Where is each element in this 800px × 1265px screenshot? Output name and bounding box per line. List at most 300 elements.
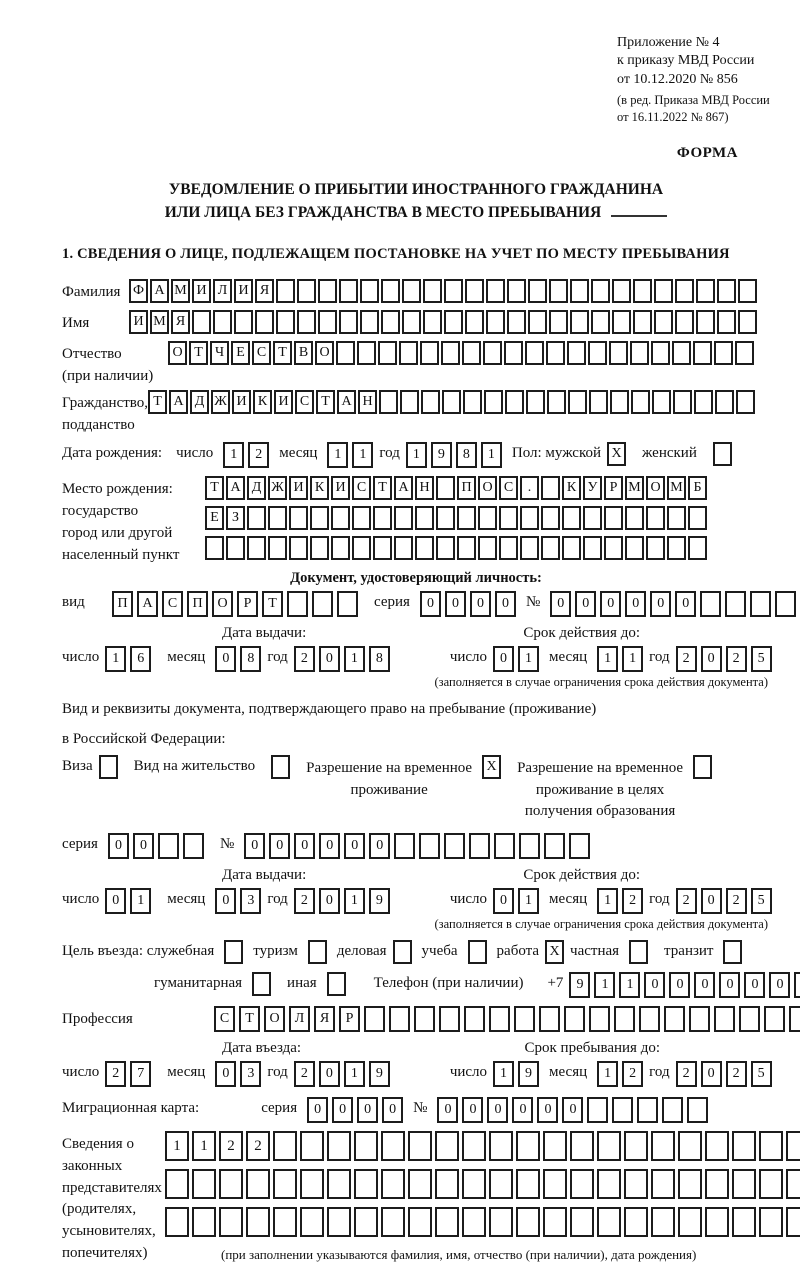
char-cell[interactable] [696,279,715,303]
char-cell[interactable] [423,310,442,334]
char-cell[interactable] [439,1006,460,1032]
char-cell[interactable] [339,279,358,303]
char-cell[interactable]: О [315,341,334,365]
char-cell[interactable]: 0 [470,591,491,617]
char-cell[interactable] [525,341,544,365]
char-cell[interactable]: 1 [518,646,539,672]
char-cell[interactable]: Д [190,390,209,414]
id-valid-month-cells[interactable] [597,646,643,672]
char-cell[interactable]: Я [314,1006,335,1032]
char-cell[interactable]: 0 [644,972,665,998]
char-cell[interactable] [738,279,757,303]
doc-series-cells[interactable] [420,591,516,617]
id-valid-year-cells[interactable] [676,646,772,672]
char-cell[interactable]: П [112,591,133,617]
char-cell[interactable]: Ж [268,476,287,500]
citizenship-cells[interactable] [148,390,755,414]
char-cell[interactable] [360,310,379,334]
char-cell[interactable]: 0 [244,833,265,859]
char-cell[interactable] [464,1006,485,1032]
char-cell[interactable]: 6 [130,646,151,672]
char-cell[interactable]: 2 [294,888,315,914]
char-cell[interactable]: Е [205,506,224,530]
char-cell[interactable] [373,536,392,560]
char-cell[interactable]: О [478,476,497,500]
char-cell[interactable]: П [457,476,476,500]
char-cell[interactable]: 1 [406,442,427,468]
char-cell[interactable]: Н [415,476,434,500]
char-cell[interactable]: 2 [219,1131,243,1161]
char-cell[interactable] [205,536,224,560]
doc-type-cells[interactable] [112,591,358,617]
char-cell[interactable] [764,1006,785,1032]
char-cell[interactable] [226,536,245,560]
char-cell[interactable] [468,940,487,964]
char-cell[interactable] [394,536,413,560]
char-cell[interactable] [327,1207,351,1237]
char-cell[interactable] [436,536,455,560]
char-cell[interactable] [612,310,631,334]
char-cell[interactable]: 0 [719,972,740,998]
char-cell[interactable] [516,1207,540,1237]
char-cell[interactable] [629,940,648,964]
char-cell[interactable] [609,341,628,365]
res-issue-day-cells[interactable] [105,888,151,914]
char-cell[interactable] [308,940,327,964]
char-cell[interactable]: 0 [701,888,722,914]
purpose-work-checkbox[interactable] [545,940,564,964]
char-cell[interactable] [421,390,440,414]
char-cell[interactable] [287,591,308,617]
char-cell[interactable] [271,755,290,779]
char-cell[interactable] [775,591,796,617]
char-cell[interactable] [399,341,418,365]
res-valid-month-cells[interactable] [597,888,643,914]
char-cell[interactable]: 0 [650,591,671,617]
char-cell[interactable]: Я [255,279,274,303]
char-cell[interactable] [700,591,721,617]
char-cell[interactable] [625,536,644,560]
char-cell[interactable] [794,972,800,998]
char-cell[interactable]: 0 [108,833,129,859]
char-cell[interactable] [688,536,707,560]
char-cell[interactable]: Я [171,310,190,334]
char-cell[interactable] [268,536,287,560]
surname-cells[interactable] [129,279,757,303]
char-cell[interactable] [318,310,337,334]
char-cell[interactable] [662,1097,683,1123]
char-cell[interactable] [462,1207,486,1237]
char-cell[interactable]: 2 [676,646,697,672]
birth-place-cells-row3[interactable] [205,536,707,560]
char-cell[interactable]: 0 [105,888,126,914]
char-cell[interactable] [675,310,694,334]
res-issue-year-cells[interactable] [294,888,390,914]
char-cell[interactable]: 1 [344,646,365,672]
char-cell[interactable] [469,833,490,859]
char-cell[interactable]: Л [289,1006,310,1032]
char-cell[interactable] [570,1131,594,1161]
char-cell[interactable] [435,1207,459,1237]
char-cell[interactable] [489,1006,510,1032]
char-cell[interactable]: 0 [357,1097,378,1123]
char-cell[interactable] [360,279,379,303]
char-cell[interactable] [224,940,243,964]
id-issue-year-cells[interactable] [294,646,390,672]
char-cell[interactable]: С [214,1006,235,1032]
char-cell[interactable]: 3 [240,888,261,914]
char-cell[interactable] [562,506,581,530]
char-cell[interactable] [564,1006,585,1032]
char-cell[interactable] [462,1169,486,1199]
char-cell[interactable]: 0 [575,591,596,617]
char-cell[interactable] [289,536,308,560]
char-cell[interactable]: 2 [294,646,315,672]
char-cell[interactable]: 9 [369,888,390,914]
char-cell[interactable]: Ч [210,341,229,365]
temp-residence-checkbox[interactable] [482,755,501,779]
char-cell[interactable] [567,341,586,365]
char-cell[interactable] [499,536,518,560]
char-cell[interactable] [486,279,505,303]
char-cell[interactable] [789,1006,800,1032]
char-cell[interactable]: 2 [726,888,747,914]
char-cell[interactable]: 5 [751,888,772,914]
char-cell[interactable]: X [482,755,501,779]
id-issue-month-cells[interactable] [215,646,261,672]
char-cell[interactable]: К [253,390,272,414]
char-cell[interactable] [646,536,665,560]
char-cell[interactable] [705,1207,729,1237]
char-cell[interactable] [519,833,540,859]
char-cell[interactable]: 0 [600,591,621,617]
res-number-cells[interactable] [244,833,590,859]
char-cell[interactable] [631,390,650,414]
char-cell[interactable]: 0 [701,1061,722,1087]
birth-place-cells-row2[interactable] [205,506,707,530]
res-series-cells[interactable] [108,833,204,859]
char-cell[interactable]: Е [231,341,250,365]
profession-cells[interactable] [214,1006,800,1032]
char-cell[interactable]: 2 [622,888,643,914]
char-cell[interactable]: 1 [327,442,348,468]
char-cell[interactable]: 1 [192,1131,216,1161]
char-cell[interactable] [183,833,204,859]
char-cell[interactable] [597,1131,621,1161]
char-cell[interactable] [457,506,476,530]
birth-day-cells[interactable] [223,442,269,468]
purpose-humanitarian-checkbox[interactable] [252,972,271,996]
char-cell[interactable] [672,341,691,365]
char-cell[interactable]: И [331,476,350,500]
char-cell[interactable]: Ф [129,279,148,303]
char-cell[interactable] [652,390,671,414]
char-cell[interactable] [688,506,707,530]
char-cell[interactable]: Р [339,1006,360,1032]
mig-series-cells[interactable] [307,1097,403,1123]
char-cell[interactable] [732,1207,756,1237]
char-cell[interactable] [465,279,484,303]
char-cell[interactable] [247,506,266,530]
char-cell[interactable] [158,833,179,859]
char-cell[interactable]: Т [373,476,392,500]
char-cell[interactable] [435,1169,459,1199]
char-cell[interactable]: С [295,390,314,414]
char-cell[interactable] [570,279,589,303]
purpose-tourism-checkbox[interactable] [308,940,327,964]
char-cell[interactable] [252,972,271,996]
char-cell[interactable]: Т [273,341,292,365]
char-cell[interactable] [484,390,503,414]
char-cell[interactable] [478,506,497,530]
char-cell[interactable] [528,310,547,334]
char-cell[interactable]: 5 [751,646,772,672]
char-cell[interactable]: 0 [675,591,696,617]
char-cell[interactable]: А [150,279,169,303]
char-cell[interactable]: 0 [769,972,790,998]
char-cell[interactable] [625,506,644,530]
char-cell[interactable]: У [583,476,602,500]
char-cell[interactable]: 2 [105,1061,126,1087]
char-cell[interactable] [486,310,505,334]
legal-reps-cells-row1[interactable] [165,1131,800,1161]
doc-number-cells[interactable] [550,591,800,617]
char-cell[interactable] [408,1169,432,1199]
char-cell[interactable] [541,476,560,500]
phone-cells[interactable] [569,972,800,998]
char-cell[interactable]: М [625,476,644,500]
char-cell[interactable] [654,279,673,303]
char-cell[interactable]: З [226,506,245,530]
char-cell[interactable]: 8 [369,646,390,672]
char-cell[interactable] [381,310,400,334]
char-cell[interactable] [693,755,712,779]
char-cell[interactable]: Р [604,476,623,500]
char-cell[interactable] [246,1169,270,1199]
temp-residence-edu-checkbox[interactable] [693,755,712,779]
char-cell[interactable]: 0 [319,1061,340,1087]
char-cell[interactable] [268,506,287,530]
char-cell[interactable] [570,1169,594,1199]
char-cell[interactable] [678,1131,702,1161]
char-cell[interactable] [192,1169,216,1199]
res-issue-month-cells[interactable] [215,888,261,914]
char-cell[interactable]: А [169,390,188,414]
char-cell[interactable] [759,1207,783,1237]
char-cell[interactable] [318,279,337,303]
char-cell[interactable]: Ж [211,390,230,414]
char-cell[interactable]: 0 [215,646,236,672]
char-cell[interactable] [736,390,755,414]
char-cell[interactable] [504,341,523,365]
char-cell[interactable] [300,1207,324,1237]
char-cell[interactable]: 1 [165,1131,189,1161]
char-cell[interactable]: 0 [669,972,690,998]
char-cell[interactable] [436,476,455,500]
char-cell[interactable] [357,341,376,365]
char-cell[interactable]: И [274,390,293,414]
char-cell[interactable]: Т [189,341,208,365]
char-cell[interactable]: И [289,476,308,500]
char-cell[interactable] [402,310,421,334]
char-cell[interactable] [651,1131,675,1161]
char-cell[interactable] [544,833,565,859]
char-cell[interactable] [457,536,476,560]
purpose-business-checkbox[interactable] [393,940,412,964]
sex-male-checkbox[interactable] [607,442,626,466]
char-cell[interactable] [364,1006,385,1032]
char-cell[interactable] [499,506,518,530]
char-cell[interactable] [717,279,736,303]
purpose-other-checkbox[interactable] [327,972,346,996]
char-cell[interactable]: 2 [676,1061,697,1087]
char-cell[interactable] [336,341,355,365]
id-issue-day-cells[interactable] [105,646,151,672]
char-cell[interactable]: 0 [269,833,290,859]
char-cell[interactable] [604,536,623,560]
char-cell[interactable]: 1 [493,1061,514,1087]
char-cell[interactable]: С [162,591,183,617]
char-cell[interactable] [247,536,266,560]
sex-female-checkbox[interactable] [713,442,732,466]
char-cell[interactable]: 7 [130,1061,151,1087]
char-cell[interactable] [246,1207,270,1237]
char-cell[interactable] [219,1169,243,1199]
char-cell[interactable] [507,279,526,303]
char-cell[interactable]: 2 [676,888,697,914]
char-cell[interactable] [462,1131,486,1161]
char-cell[interactable]: М [171,279,190,303]
stay-month-cells[interactable] [597,1061,643,1087]
char-cell[interactable] [735,341,754,365]
char-cell[interactable] [165,1169,189,1199]
char-cell[interactable]: 8 [240,646,261,672]
char-cell[interactable]: О [212,591,233,617]
char-cell[interactable] [483,341,502,365]
char-cell[interactable] [354,1207,378,1237]
char-cell[interactable]: 0 [493,888,514,914]
purpose-private-checkbox[interactable] [629,940,648,964]
birth-year-cells[interactable] [406,442,502,468]
char-cell[interactable] [339,310,358,334]
char-cell[interactable] [568,390,587,414]
char-cell[interactable]: 0 [369,833,390,859]
char-cell[interactable] [786,1169,800,1199]
char-cell[interactable] [705,1131,729,1161]
char-cell[interactable]: 1 [597,1061,618,1087]
char-cell[interactable] [604,506,623,530]
char-cell[interactable]: Т [316,390,335,414]
char-cell[interactable]: 2 [726,1061,747,1087]
char-cell[interactable] [732,1131,756,1161]
char-cell[interactable] [667,506,686,530]
char-cell[interactable]: И [232,390,251,414]
char-cell[interactable] [673,390,692,414]
char-cell[interactable]: И [192,279,211,303]
char-cell[interactable] [489,1207,513,1237]
char-cell[interactable]: С [499,476,518,500]
char-cell[interactable] [610,390,629,414]
char-cell[interactable]: 0 [550,591,571,617]
char-cell[interactable]: А [337,390,356,414]
char-cell[interactable]: X [545,940,564,964]
char-cell[interactable]: Б [688,476,707,500]
char-cell[interactable] [273,1131,297,1161]
char-cell[interactable] [543,1207,567,1237]
char-cell[interactable] [614,1006,635,1032]
char-cell[interactable] [714,1006,735,1032]
char-cell[interactable]: К [562,476,581,500]
char-cell[interactable]: 1 [344,1061,365,1087]
char-cell[interactable] [539,1006,560,1032]
char-cell[interactable] [327,1169,351,1199]
char-cell[interactable] [381,279,400,303]
char-cell[interactable] [99,755,118,779]
char-cell[interactable]: С [352,476,371,500]
char-cell[interactable]: 9 [569,972,590,998]
char-cell[interactable]: О [646,476,665,500]
char-cell[interactable] [717,310,736,334]
char-cell[interactable] [505,390,524,414]
char-cell[interactable] [588,341,607,365]
char-cell[interactable] [354,1169,378,1199]
char-cell[interactable] [310,536,329,560]
char-cell[interactable] [667,536,686,560]
purpose-transit-checkbox[interactable] [723,940,742,964]
char-cell[interactable] [381,1169,405,1199]
char-cell[interactable]: 0 [307,1097,328,1123]
char-cell[interactable] [541,536,560,560]
char-cell[interactable] [276,310,295,334]
char-cell[interactable]: 0 [487,1097,508,1123]
char-cell[interactable] [408,1207,432,1237]
char-cell[interactable] [624,1207,648,1237]
char-cell[interactable] [310,506,329,530]
char-cell[interactable] [738,310,757,334]
char-cell[interactable]: 8 [456,442,477,468]
char-cell[interactable] [352,536,371,560]
char-cell[interactable] [651,341,670,365]
char-cell[interactable] [694,390,713,414]
char-cell[interactable] [331,536,350,560]
char-cell[interactable] [516,1169,540,1199]
char-cell[interactable] [489,1131,513,1161]
char-cell[interactable]: В [294,341,313,365]
entry-month-cells[interactable] [215,1061,261,1087]
char-cell[interactable]: 1 [105,646,126,672]
legal-reps-cells-row2[interactable] [165,1169,800,1199]
char-cell[interactable]: П [187,591,208,617]
char-cell[interactable] [786,1131,800,1161]
char-cell[interactable] [570,310,589,334]
entry-day-cells[interactable] [105,1061,151,1087]
given-name-cells[interactable] [129,310,757,334]
char-cell[interactable] [463,390,482,414]
char-cell[interactable] [705,1169,729,1199]
char-cell[interactable] [378,341,397,365]
char-cell[interactable]: . [520,476,539,500]
char-cell[interactable] [569,833,590,859]
char-cell[interactable] [219,1207,243,1237]
char-cell[interactable]: А [226,476,245,500]
char-cell[interactable]: 0 [694,972,715,998]
char-cell[interactable] [597,1207,621,1237]
char-cell[interactable]: К [310,476,329,500]
char-cell[interactable] [273,1207,297,1237]
char-cell[interactable] [570,1207,594,1237]
char-cell[interactable]: А [137,591,158,617]
char-cell[interactable] [444,279,463,303]
